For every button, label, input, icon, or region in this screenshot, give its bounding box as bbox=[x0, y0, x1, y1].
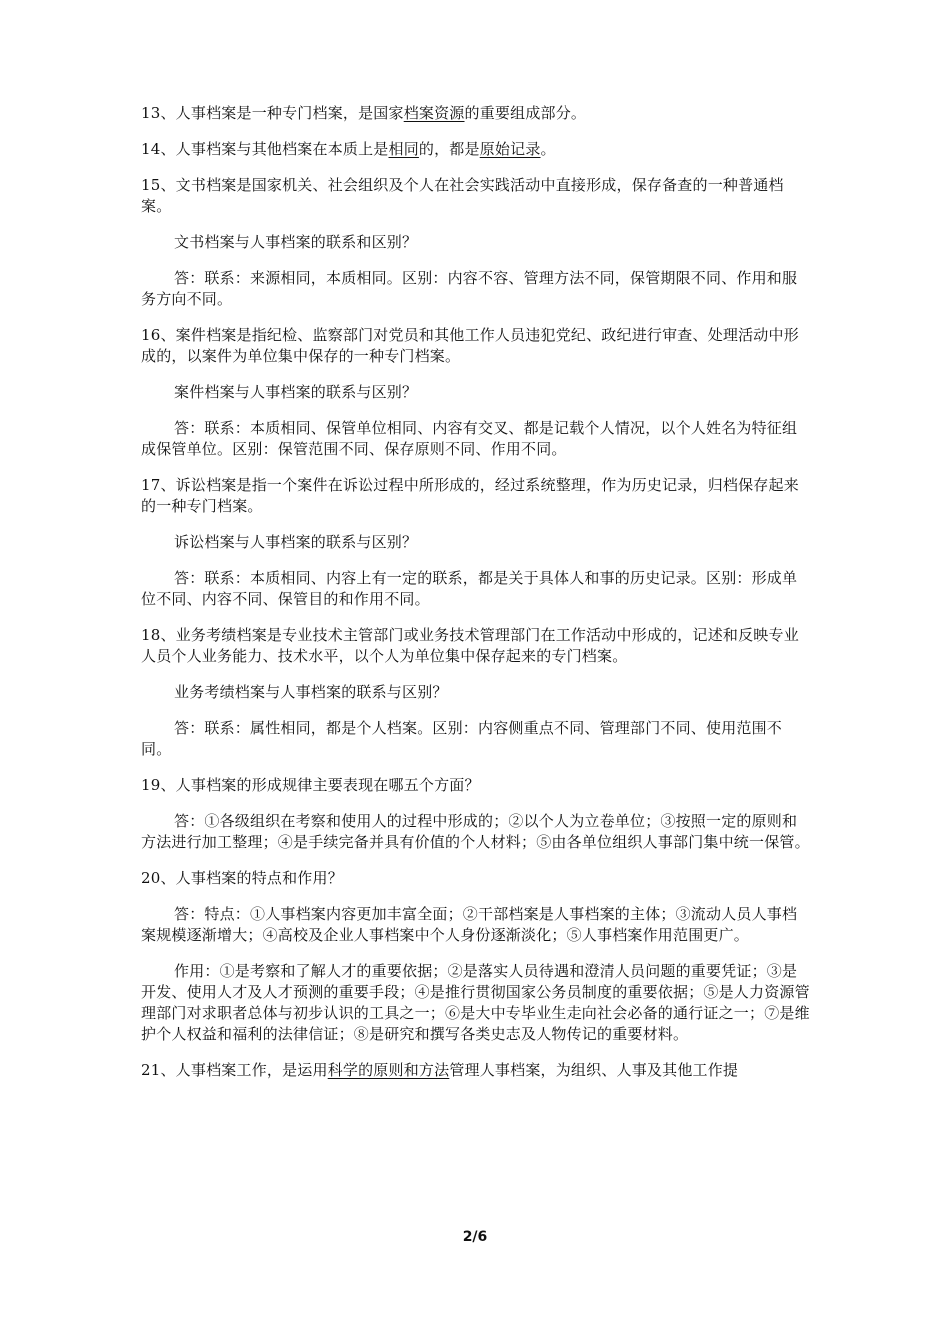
paragraph-text: 13、人事档案是一种专门档案，是国家 bbox=[141, 104, 404, 122]
paragraph-text: 14、人事档案与其他档案在本质上是 bbox=[141, 140, 389, 158]
paragraph-text: 的重要组成部分。 bbox=[464, 104, 587, 122]
paragraph bbox=[141, 682, 811, 703]
paragraph bbox=[141, 532, 811, 553]
paragraph-text: 21、人事档案工作，是运用 bbox=[141, 1061, 328, 1079]
paragraph bbox=[141, 1060, 811, 1081]
paragraph bbox=[141, 382, 811, 403]
paragraph-text: 的，都是 bbox=[418, 140, 480, 158]
paragraph bbox=[141, 961, 811, 1045]
paragraph-text: 答：联系：属性相同，都是个人档案。区别：内容侧重点不同、管理部门不同、使用范围不同。 bbox=[141, 719, 783, 758]
page-number: 2/6 bbox=[462, 1229, 488, 1245]
underlined-term: 科学的原则和方法 bbox=[327, 1061, 450, 1079]
paragraph-text: 诉讼档案与人事档案的联系与区别？ bbox=[174, 533, 418, 551]
paragraph-text: 作用：①是考察和了解人才的重要依据；②是落实人员待遇和澄清人员问题的重要凭证；③是开发、使用人才及人才预测的重要手段；④是推行贯彻国家公务员制度的重要依据；⑤是人力资源管理部门对求职者总体与初步认识的工具之一；⑥是大中专毕业生走向社会必备的通行证之一；⑦是维护个人权益和福利的法律信证；⑧是研究和撰写各类史志及人物传记的重要材料。 bbox=[141, 962, 810, 1043]
paragraph bbox=[141, 718, 811, 760]
paragraph bbox=[141, 475, 811, 517]
paragraph bbox=[141, 232, 811, 253]
paragraph-text: 答：联系：来源相同，本质相同。区别：内容不容、管理方法不同，保管期限不同、作用和服务方向不同。 bbox=[141, 269, 798, 308]
underlined-term: 原始记录 bbox=[479, 140, 541, 158]
paragraph-text: 16、案件档案是指纪检、监察部门对党员和其他工作人员违犯党纪、政纪进行审查、处理活动中形成的，以案件为单位集中保存的一种专门档案。 bbox=[141, 326, 799, 365]
paragraph bbox=[141, 139, 811, 160]
paragraph-text: 文书档案与人事档案的联系和区别？ bbox=[174, 233, 418, 251]
paragraph-text: 答：特点：①人事档案内容更加丰富全面；②干部档案是人事档案的主体；③流动人员人事档案规模逐渐增大；④高校及企业人事档案中个人身份逐渐淡化；⑤人事档案作用范围更广。 bbox=[141, 905, 798, 944]
paragraph-text: 管理人事档案，为组织、人事及其他工作提 bbox=[449, 1061, 739, 1079]
paragraph-text: 案件档案与人事档案的联系与区别？ bbox=[174, 383, 418, 401]
paragraph bbox=[141, 568, 811, 610]
paragraph-text: 答：联系：本质相同、内容上有一定的联系，都是关于具体人和事的历史记录。区别：形成单位不同、内容不同、保管目的和作用不同。 bbox=[141, 569, 798, 608]
paragraph bbox=[141, 868, 811, 889]
underlined-term: 相同 bbox=[388, 140, 419, 158]
paragraph bbox=[141, 625, 811, 667]
paragraph bbox=[141, 811, 811, 853]
paragraph-text: 答：①各级组织在考察和使用人的过程中形成的；②以个人为立卷单位；③按照一定的原则和方法进行加工整理；④是手续完备并具有价值的个人材料；⑤由各单位组织人事部门集中统一保管。 bbox=[141, 812, 810, 851]
paragraph bbox=[141, 325, 811, 367]
document-body bbox=[141, 103, 811, 1096]
underlined-term: 档案资源 bbox=[403, 104, 465, 122]
paragraph-text: 17、诉讼档案是指一个案件在诉讼过程中所形成的，经过系统整理，作为历史记录，归档保存起来的一种专门档案。 bbox=[141, 476, 799, 515]
paragraph bbox=[141, 175, 811, 217]
paragraph-text: 15、文书档案是国家机关、社会组织及个人在社会实践活动中直接形成，保存备查的一种普通档案。 bbox=[141, 176, 784, 215]
paragraph-text: 答：联系：本质相同、保管单位相同、内容有交叉、都是记载个人情况，以个人姓名为特征组成保管单位。区别：保管范围不同、保存原则不同、作用不同。 bbox=[141, 419, 798, 458]
paragraph-text: 。 bbox=[540, 140, 556, 158]
paragraph bbox=[141, 103, 811, 124]
paragraph-text: 19、人事档案的形成规律主要表现在哪五个方面？ bbox=[141, 776, 480, 794]
paragraph bbox=[141, 904, 811, 946]
paragraph-text: 业务考绩档案与人事档案的联系与区别？ bbox=[174, 683, 448, 701]
paragraph bbox=[141, 268, 811, 310]
paragraph bbox=[141, 775, 811, 796]
paragraph bbox=[141, 418, 811, 460]
paragraph-text: 18、业务考绩档案是专业技术主管部门或业务技术管理部门在工作活动中形成的，记述和反映专业人员个人业务能力、技术水平，以个人为单位集中保存起来的专门档案。 bbox=[141, 626, 799, 665]
paragraph-text: 20、人事档案的特点和作用？ bbox=[141, 869, 343, 887]
